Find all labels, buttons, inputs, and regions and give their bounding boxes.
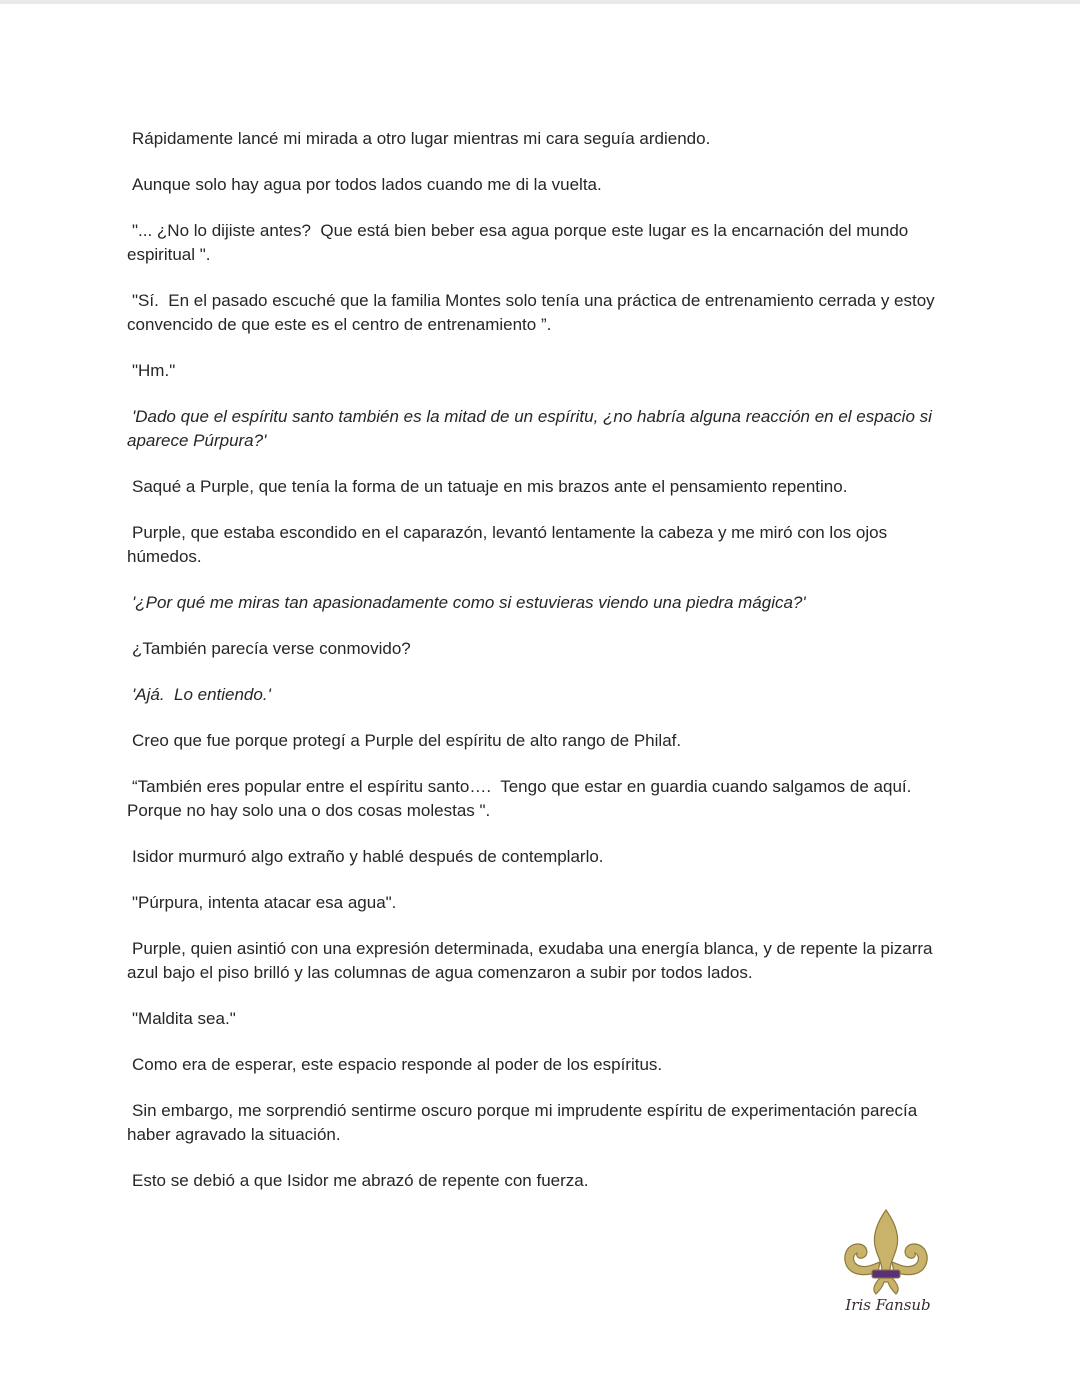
paragraph: "Sí. En el pasado escuché que la familia Montes solo tenía una práctica de entrenamiento cerrada y estoy convencido de que este es el centro de entrenamiento ”. xyxy=(127,291,940,334)
paragraph: Sin embargo, me sorprendió sentirme oscuro porque mi imprudente espíritu de experimentación parecía haber agravado la situación. xyxy=(127,1101,922,1144)
paragraph: Purple, quien asintió con una expresión determinada, exudaba una energía blanca, y de repente la pizarra azul bajo el piso brilló y las columnas de agua comenzaron a subir por todos lados. xyxy=(127,939,938,982)
paragraph: "Maldita sea." xyxy=(132,1009,236,1028)
paragraph: Isidor murmuró algo extraño y hablé después de contemplarlo. xyxy=(132,847,604,866)
paragraph: Esto se debió a que Isidor me abrazó de repente con fuerza. xyxy=(132,1171,589,1190)
paragraph: Saqué a Purple, que tenía la forma de un tatuaje en mis brazos ante el pensamiento repentino. xyxy=(132,477,848,496)
paragraph: "Púrpura, intenta atacar esa agua". xyxy=(132,893,397,912)
paragraph: '¿Por qué me miras tan apasionadamente como si estuvieras viendo una piedra mágica?' xyxy=(132,593,806,612)
paragraph: 'Dado que el espíritu santo también es la mitad de un espíritu, ¿no habría alguna reacción en el espacio si aparece Púrpura?' xyxy=(127,407,937,450)
paragraph: Creo que fue porque protegí a Purple del espíritu de alto rango de Philaf. xyxy=(132,731,682,750)
fleur-de-lis-icon xyxy=(836,1206,940,1318)
paragraph: "... ¿No lo dijiste antes? Que está bien beber esa agua porque este lugar es la encarnación del mundo espiritual ". xyxy=(127,221,913,264)
page-top-edge xyxy=(0,0,1080,4)
paragraph: “También eres popular entre el espíritu santo…. Tengo que estar en guardia cuando salgamos de aquí. Porque no hay solo una o dos cosas molestas ". xyxy=(127,777,917,820)
paragraph: Rápidamente lancé mi mirada a otro lugar mientras mi cara seguía ardiendo. xyxy=(132,129,711,148)
paragraph: Purple, que estaba escondido en el caparazón, levantó lentamente la cabeza y me miró con los ojos húmedos. xyxy=(127,523,892,566)
paragraph: Como era de esperar, este espacio responde al poder de los espíritus. xyxy=(132,1055,663,1074)
paragraph: Aunque solo hay agua por todos lados cuando me di la vuelta. xyxy=(132,175,602,194)
document-body xyxy=(127,127,957,1215)
iris-fansub-logo xyxy=(836,1206,940,1318)
paragraph: 'Ajá. Lo entiendo.' xyxy=(132,685,271,704)
logo-text: Iris Fansub xyxy=(845,1296,931,1314)
paragraph: ¿También parecía verse conmovido? xyxy=(132,639,411,658)
paragraph: "Hm." xyxy=(132,361,176,380)
